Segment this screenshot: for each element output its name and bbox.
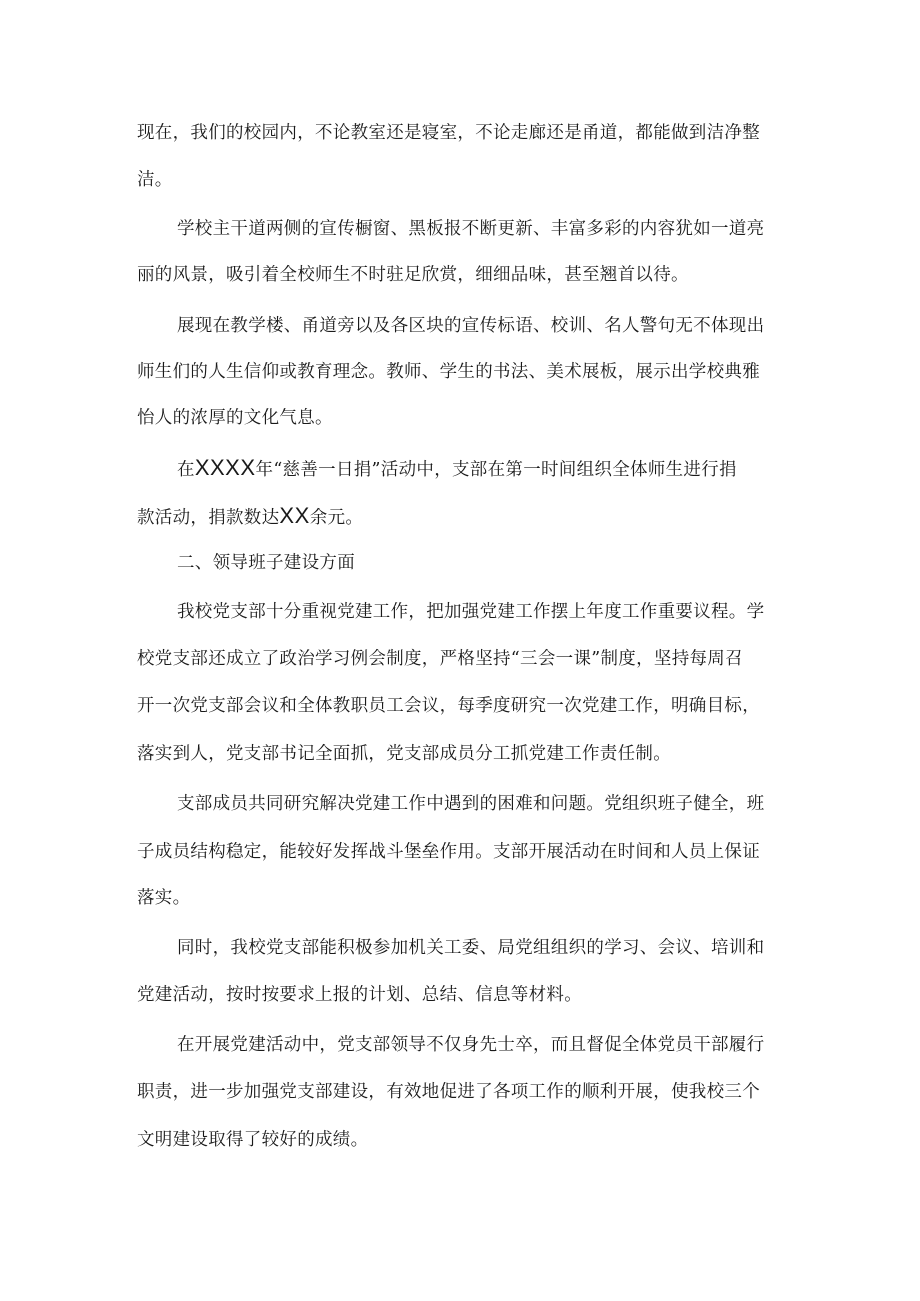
paragraph-7-line-3: 落实。 (137, 888, 191, 908)
paragraph-6-line-1: 我校党支部十分重视党建工作，把加强党建工作摆上年度工作重要议程。学 (177, 602, 765, 622)
text-segment: 余元。 (309, 508, 364, 528)
paragraph-4-line-1 (177, 455, 737, 481)
paragraph-9-line-3: 文明建设取得了较好的成绩。 (137, 1130, 369, 1150)
text-segment: 在 (177, 460, 195, 480)
paragraph-2-line-1: 学校主干道两侧的宣传橱窗、黑板报不断更新、丰富多彩的内容犹如一道亮 (177, 219, 765, 239)
paragraph-7-line-2: 子成员结构稳定，能较好发挥战斗堡垒作用。支部开展活动在时间和人员上保证 (137, 842, 760, 862)
paragraph-3-line-1: 展现在教学楼、甬道旁以及各区块的宣传标语、校训、名人警句无不体现出 (177, 316, 765, 336)
paragraph-2-line-2: 丽的风景，吸引着全校师生不时驻足欣赏，细细品味，甚至翘首以待。 (137, 265, 689, 285)
paragraph-1-line-2: 洁。 (137, 170, 173, 190)
text-segment: 款活动，捐款数达 (137, 508, 280, 528)
year-placeholder: XXXX (194, 455, 256, 480)
paragraph-3-line-3: 怡人的浓厚的文化气息。 (137, 408, 333, 428)
paragraph-6-line-2: 校党支部还成立了政治学习例会制度，严格坚持“三会一课”制度，坚持每周召 (137, 649, 743, 669)
paragraph-6-line-3: 开一次党支部会议和全体教职员工会议，每季度研究一次党建工作，明确目标， (137, 696, 760, 716)
paragraph-9-line-1: 在开展党建活动中，党支部领导不仅身先士卒，而且督促全体党员干部履行 (177, 1035, 765, 1055)
paragraph-6-line-4: 落实到人，党支部书记全面抓，党支部成员分工抓党建工作责任制。 (137, 744, 671, 764)
paragraph-3-line-2: 师生们的人生信仰或教育理念。教师、学生的书法、美术展板，展示出学校典雅 (137, 362, 760, 382)
paragraph-9-line-2: 职责，进一步加强党支部建设，有效地促进了各项工作的顺利开展，使我校三个 (137, 1082, 760, 1102)
paragraph-1-line-1: 现在，我们的校园内，不论教室还是寝室，不论走廊还是甬道，都能做到洁净整 (137, 123, 760, 143)
paragraph-7-line-1: 支部成员共同研究解决党建工作中遇到的困难和问题。党组织班子健全，班 (177, 794, 765, 814)
paragraph-8-line-1: 同时，我校党支部能积极参加机关工委、局党组组织的学习、会议、培训和 (177, 938, 765, 958)
section-heading: 二、领导班子建设方面 (177, 553, 355, 573)
paragraph-4-line-2 (137, 503, 363, 529)
text-segment: 年“慈善一日捐”活动中，支部在第一时间组织全体师生进行捐 (255, 460, 737, 480)
paragraph-8-line-2: 党建活动，按时按要求上报的计划、总结、信息等材料。 (137, 985, 582, 1005)
amount-placeholder: XX (279, 503, 310, 528)
